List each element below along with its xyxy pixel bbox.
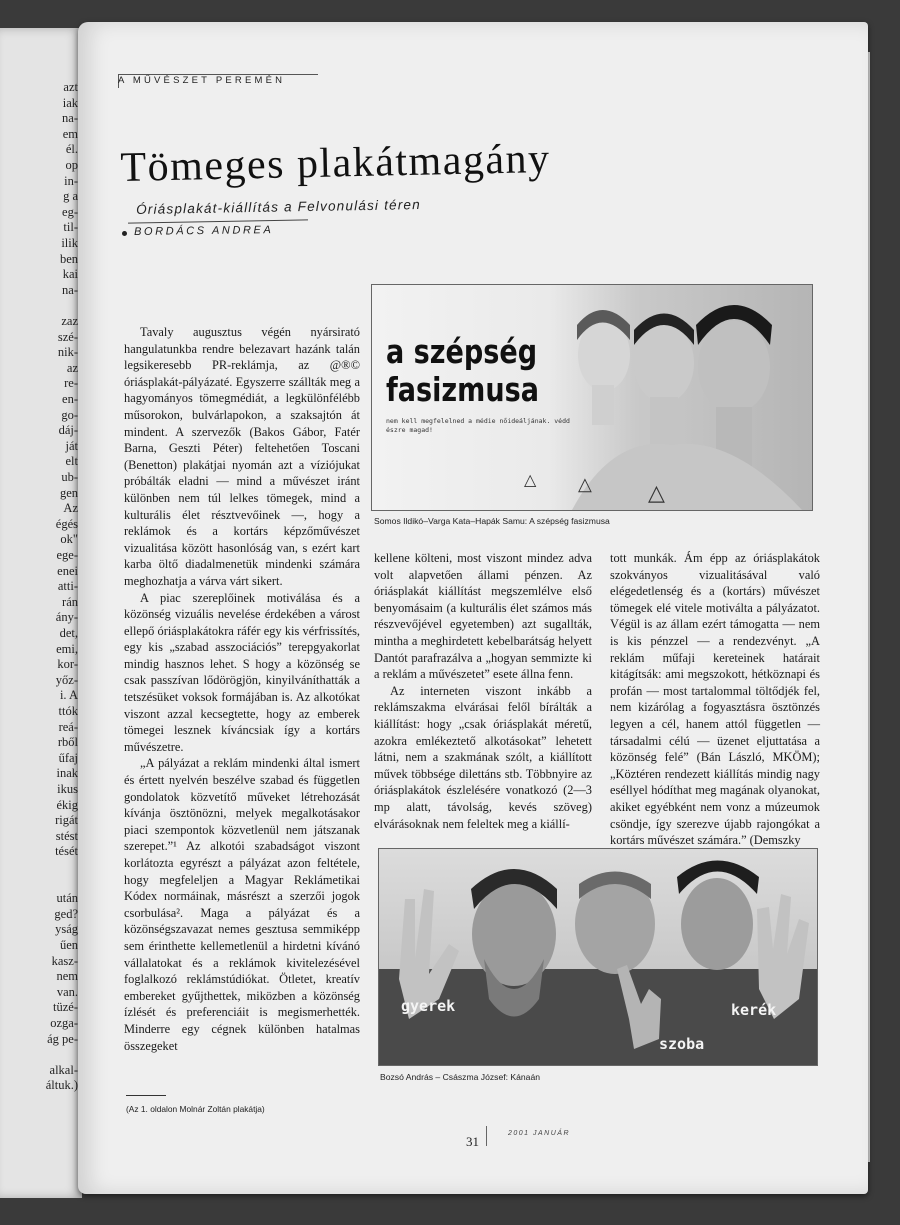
col2-paragraph: Az interneten viszont inkább a reklámszakma elvárásai felől bírálták a kiállítást: hogy „csak óriásplakát méretű, azokra emlékeztető alkotásokat” lehetett látni, nem a szakmának szólt, a kiállított művek többsége dilettáns stb. Többnyire az óriásplakátok észlelésére vonatkozó (2—3 mp alatt, távolság, kevés szöveg) elvárásoknak nem feleltek meg a kiállí- xyxy=(374,683,592,831)
poster-image-beauty xyxy=(371,284,813,511)
author-bullet xyxy=(122,231,127,236)
left-page-fragment: rán xyxy=(62,594,78,609)
subtitle-rule xyxy=(128,219,308,223)
poster-word-szoba: szoba xyxy=(659,1035,705,1053)
left-page-fragment: re- xyxy=(64,376,78,391)
left-page-fragment: égés xyxy=(55,516,78,531)
footnote-rule xyxy=(126,1095,166,1096)
poster-headline: a szépség fasizmusa xyxy=(386,332,539,409)
left-page-fragment: kor- xyxy=(57,657,78,672)
left-page-fragment: enei xyxy=(57,563,78,578)
left-page-fragment: áltuk.) xyxy=(45,1078,78,1093)
left-page-fragment: elt xyxy=(65,454,78,469)
left-page-fragment: az xyxy=(66,360,78,375)
left-page-fragment: i. A xyxy=(59,688,78,703)
left-page-fragment: kai xyxy=(62,267,78,282)
left-page-fragment: in- xyxy=(64,173,78,188)
left-page-fragment: reá- xyxy=(58,719,78,734)
left-page-fragment: yőz- xyxy=(55,672,78,687)
section-label: A MŰVÉSZET PEREMÉN xyxy=(118,75,286,86)
poster-word-gyerek: gyerek xyxy=(401,997,456,1015)
svg-text:△: △ xyxy=(524,472,537,489)
col1-paragraph: „A pályázat a reklám mindenki által ismert és értett nyelvén beszélve szabad és független gondolatok közvetítő műveket létrehozását kívánja ösztönözni, melyek megalkotásakor piaci szempontok közvetlenül nem játszanak szerepet.”¹ Az alkotói szabadságot viszont korlátozta egyrészt a pályázat azon feltétele, hogy megfeleljen a Magyar Reklámetikai Kódex normáinak, másrészt a szerzői jogok csorbulása². Maga a pályázat és a közönségszavazat nemes gesztusa semmiképp sem érinthette kellemetlenül a hirdetni kívánó vállalatokat és a reklámok kivitelezésével foglalkozó reklámstúdiókat. Ötletet, kreatív embereket gyűjthettek, miközben a közönség ízlését és preferenciáit is megismerhették. Minderre egy cégnek különben hatalmas összegeket xyxy=(124,756,360,1053)
page-number-separator xyxy=(486,1126,487,1146)
magazine-page xyxy=(78,22,868,1194)
left-page-fragment: ege- xyxy=(56,548,78,562)
left-page-fragment: atti- xyxy=(57,579,78,594)
left-page-fragment: rigát xyxy=(55,813,78,828)
left-page-fragment: után xyxy=(56,891,78,906)
left-page-fragment: ág pe- xyxy=(47,1031,78,1046)
left-page-fragment: ozga- xyxy=(50,1016,78,1030)
left-page-fragment: yság xyxy=(55,922,78,937)
issue-date: 2001 JANUÁR xyxy=(508,1130,571,1137)
left-page-fragment: űen xyxy=(59,938,78,952)
poster-word-kerek: kerék xyxy=(731,1001,777,1019)
left-page-fragment: ub- xyxy=(61,470,78,484)
poster-caption-kanaan: Bozsó András – Császma József: Kánaán xyxy=(380,1072,541,1082)
left-page-fragment: det, xyxy=(59,626,78,640)
article-subtitle: Óriásplakát-kiállítás a Felvonulási téren xyxy=(136,197,422,217)
left-page-fragment: en- xyxy=(62,392,78,406)
text-column-3 xyxy=(610,550,820,849)
left-page-fragment: stést xyxy=(55,828,78,843)
left-page-fragment: alkal- xyxy=(49,1062,78,1077)
left-page-fragment: nem xyxy=(56,969,78,984)
three-faces-illustration xyxy=(372,285,812,510)
left-page-fragment: Az xyxy=(63,501,78,516)
left-page-fragment: nik- xyxy=(57,345,78,360)
left-page-fragment: go- xyxy=(61,407,78,422)
col3-paragraph: tott munkák. Ám épp az óriásplakátok szokványos vizualitásával való elégedetlenség és a (kortárs) művészet tömegek elé vitele motiválta a pályázatot. Végül is az állam ezért támogatta — nem is kis pénzzel — a rendezvényt. „A reklám műfaji kereteinek határait kitágítsák: ami megszokott, hétköznapi és profán — most tartalommal töltődjék fel, nem kizárólag a fogyasztásra ösztönzés legyen a cél, hanem attól független — társadalmi célú — üzenet eljuttatása a közönség felé” (Bán László, MKÖM); „Köztéren rendezett kiállítás mindig nagy eséllyel hódíthat meg magának olyanokat, akiket egyébként nem vonz a múzeumok csöndje, így szerezve újabb rajongókat a kortárs művészet számára.” (Demszky xyxy=(610,551,820,848)
left-page-fragment: na- xyxy=(62,111,78,126)
left-page-fragment: eg- xyxy=(62,204,78,219)
left-page-fragment: él. xyxy=(65,142,78,157)
left-page-fragment: szé- xyxy=(57,329,78,344)
left-page-fragment: ékig xyxy=(56,797,78,812)
left-page-fragment: tüzé- xyxy=(53,1000,78,1015)
poster-image-kanaan xyxy=(378,848,818,1066)
left-page-fragment: zaz xyxy=(61,314,78,328)
left-page-fragment: dáj- xyxy=(58,423,78,438)
left-page-fragment: iak xyxy=(62,95,78,110)
left-page-fragment: na- xyxy=(62,282,78,297)
left-page-fragment: ikus xyxy=(57,782,78,796)
poster-caption-beauty: Somos Ildikó–Varga Kata–Hapák Samu: A szépség fasizmusa xyxy=(374,516,610,526)
text-column-2 xyxy=(374,550,592,832)
left-page-fragment: ok" xyxy=(60,532,78,547)
three-men-illustration xyxy=(379,849,817,1065)
col2-paragraph: kellene költeni, most viszont mindez adva volt alapvetően állami pénzen. Az óriásplakát kiállítást megszemlélve első benyomásaim (a kulturális élet számos más részvevőjével egyetemben) azt sugallták, mintha a meghirdetett kebelbarátság helyett Dantót parafrazálva a „hogyan semmizte ki a reklám a művészetet” esete állna fenn. xyxy=(374,551,592,682)
left-page-fragment: ilik xyxy=(61,236,78,250)
left-page-fragment: ány- xyxy=(55,610,78,625)
svg-text:△: △ xyxy=(648,480,665,505)
col1-paragraph: Tavaly augusztus végén nyársirató hangulatunkba rendre belezavart hazánk talán legsikeresebb PR-reklámja, az @®© óriásplakát-pályázaté. Egyszerre szállták meg a hagyományos tömegmédiát, a legkülönfélébb műsorokon, bulvárlapokon, a szaksajtón át mindent. A szervezők (Bakos Gábor, Fatér Barna, Geszti Péter) feltehetően Toscani (Benetton) plakátjai nyomán azt a víziójukat próbálták eladni — mind a művészet iránt különben nem túl lelkes tömegek, mind a kulturális élet résztvevőinek —, hogy a reklámok és a kortárs képzőművészet vizualitása között hasonlóság van, s ezért kart karba öltő diadalmenetük mindenki számára meghozhatja a várva várt sikert. xyxy=(124,325,360,588)
left-page-fragment: g a xyxy=(63,189,78,204)
page-number: 31 xyxy=(466,1134,479,1149)
left-page-fragment: ját xyxy=(65,438,78,453)
left-page-fragment: ben xyxy=(59,251,78,266)
left-page-fragment: gen xyxy=(59,485,78,500)
left-page-fragment: azt xyxy=(63,80,78,94)
text-column-1 xyxy=(124,324,360,1054)
footnote: (Az 1. oldalon Molnár Zoltán plakátja) xyxy=(126,1104,265,1114)
article-author: BORDÁCS ANDREA xyxy=(134,224,274,238)
col1-paragraph: A piac szereplőinek motiválása és a közönség vizuális nevelése érdekében a várost ellepő óriásplakátokra ráfér egy kis vérfrissítés, egy kis „szabad asszociációs” terepgyakorlat mindig hasznos lehet. S hogy a közönség se csak passzívan lődörögjön, kinyilváníthatták a tetszésüket voksok formájában is. Az alkotókat viszont azzal kecsegtette, hogy az emberek tömegei lesznek kíváncsiak így a kortárs művészetre. xyxy=(124,590,360,754)
left-page-fragment: van. xyxy=(56,984,78,999)
left-page-fragment: til- xyxy=(63,220,78,235)
left-page-fragment: rből xyxy=(57,735,78,750)
left-page-fragment: ged? xyxy=(54,906,78,921)
left-page-fragment: ttók xyxy=(58,704,78,718)
left-page xyxy=(0,28,82,1198)
left-page-fragment: op xyxy=(65,158,78,172)
poster-small-text: nem kell megfelelned a médiе nőideáljának. védd észre magad! xyxy=(386,417,570,434)
left-page-fragment: űfaj xyxy=(58,750,78,765)
left-page-fragment: emi, xyxy=(56,641,78,656)
left-page-fragment: kasz- xyxy=(51,953,78,968)
left-page-fragment: em xyxy=(62,126,78,141)
left-page-fragment: inak xyxy=(56,766,78,781)
article-title: Tömeges plakátmagány xyxy=(120,135,551,191)
left-page-fragment: tését xyxy=(55,844,78,859)
svg-text:△: △ xyxy=(578,474,592,494)
